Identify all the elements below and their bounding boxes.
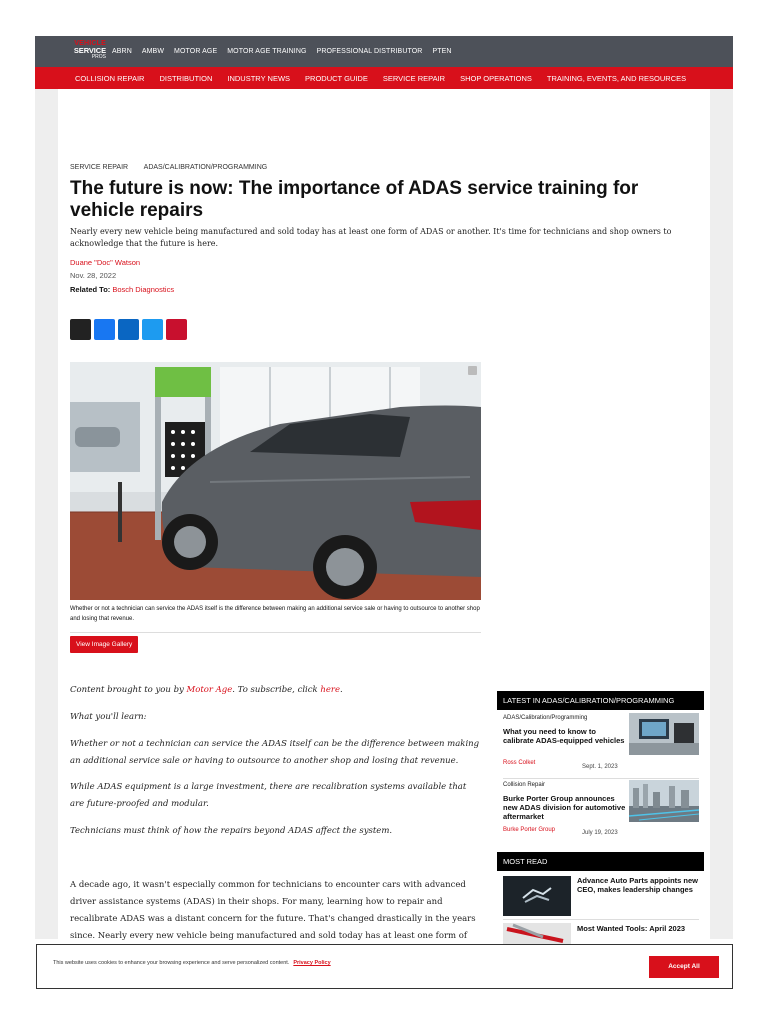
latest-2-author[interactable]: Burke Porter Group: [503, 827, 556, 833]
article-dek: Nearly every new vehicle being manufactured and sold today has at least one form of ADAS or another. It's time for technicians and shop owners to acknowledge that the future is here.: [70, 227, 672, 248]
related-label: Related To:: [70, 285, 111, 294]
body-intro: [70, 682, 482, 699]
nav-item-collision-repair[interactable]: COLLISION REPAIR: [75, 73, 145, 83]
brand-link-pten[interactable]: PTEN: [432, 48, 452, 55]
car-photo: [70, 362, 481, 600]
intro-text-2: . To subscribe, click: [232, 685, 321, 695]
related-to: [70, 285, 174, 294]
article-title: The future is now: The importance of ADAS service training for vehicle repairs: [70, 178, 639, 221]
latest-2-thumbnail[interactable]: [629, 780, 699, 822]
sidebar-divider: [503, 778, 699, 779]
cookie-message: [53, 960, 331, 966]
nav-item-shop-operations[interactable]: SHOP OPERATIONS: [460, 73, 532, 83]
latest-1-title[interactable]: What you need to know to calibrate ADAS-equipped vehicles: [503, 727, 625, 745]
privacy-policy-link[interactable]: Privacy Policy: [293, 960, 331, 966]
latest-1-author[interactable]: Ross Colket: [503, 760, 536, 766]
cookie-text: This website uses cookies to enhance your browsing experience and serve personalized content.: [53, 960, 290, 966]
top-brand-bar: [35, 36, 733, 67]
latest-2-category[interactable]: Collision Repair: [503, 782, 546, 788]
nav-item-distribution[interactable]: DISTRIBUTION: [159, 73, 213, 83]
nav-item-training-events[interactable]: TRAINING, EVENTS, AND RESOURCES: [546, 73, 687, 83]
learn-point-2: While ADAS equipment is a large investment, there are recalibration systems available that are future-proofed and modular.: [70, 782, 467, 809]
brand-link-abrn[interactable]: ABRN: [112, 48, 132, 55]
category-link-adas[interactable]: ADAS/CALIBRATION/PROGRAMMING: [143, 164, 268, 171]
brand-link-professional-distributor[interactable]: PROFESSIONAL DISTRIBUTOR: [316, 48, 423, 55]
caption-divider: [70, 632, 481, 633]
main-nav: [35, 67, 733, 89]
city-thumb-image: [629, 780, 699, 822]
latest-1-date: Sept. 1, 2023: [582, 764, 618, 770]
learn-heading: What you'll learn:: [70, 712, 147, 722]
latest-2-date: July 19, 2023: [582, 830, 618, 836]
latest-2-title[interactable]: Burke Porter Group announces new ADAS division for automotive aftermarket: [503, 794, 626, 821]
latest-1-category[interactable]: ADAS/Calibration/Programming: [503, 715, 588, 721]
accept-all-button[interactable]: Accept All: [649, 956, 719, 978]
linkedin-share-icon[interactable]: [118, 319, 139, 340]
brand-link-motor-age-training[interactable]: MOTOR AGE TRAINING: [227, 48, 307, 55]
most-read-1-title[interactable]: Advance Auto Parts appoints new CEO, makes leadership changes: [577, 876, 698, 894]
latest-1-thumbnail[interactable]: [629, 713, 699, 755]
site-logo[interactable]: VEHICLE SERVICE PROS: [73, 40, 106, 60]
hero-image[interactable]: [70, 362, 481, 600]
view-gallery-button[interactable]: View Image Gallery: [70, 636, 138, 653]
nav-item-product-guide[interactable]: PRODUCT GUIDE: [305, 73, 368, 83]
motor-age-link[interactable]: Motor Age: [186, 685, 233, 695]
article-categories: [70, 164, 281, 171]
brand-link-ambw[interactable]: AMBW: [141, 48, 165, 55]
most-read-divider: [503, 919, 699, 920]
learn-point-1: Whether or not a technician can service the ADAS itself can be the difference between making an additional service sale or having to outsource to another shop and losing that revenue.: [70, 739, 480, 766]
x-share-icon[interactable]: [70, 319, 91, 340]
subscribe-link[interactable]: here: [320, 685, 340, 695]
tools-thumb-image: [503, 923, 571, 944]
image-caption: Whether or not a technician can service the ADAS itself is the difference between making an additional service sale or having to outsource to another shop and losing that revenue.: [70, 606, 480, 622]
publish-date: Nov. 28, 2022: [70, 271, 117, 280]
cookie-banner: [36, 944, 733, 989]
most-read-1-thumbnail[interactable]: [503, 876, 571, 916]
twitter-share-icon[interactable]: [142, 319, 163, 340]
right-gutter: [710, 89, 733, 939]
intro-text: Content brought to you by: [70, 685, 187, 695]
learn-point-3: Technicians must think of how the repairs beyond ADAS affect the system.: [70, 826, 393, 836]
most-read-heading: MOST READ: [497, 852, 704, 871]
brand-links: [112, 36, 462, 67]
facebook-share-icon[interactable]: [94, 319, 115, 340]
most-read-2-thumbnail[interactable]: [503, 923, 571, 944]
brand-link-motor-age[interactable]: MOTOR AGE: [174, 48, 218, 55]
author-link[interactable]: Duane "Doc" Watson: [70, 258, 141, 267]
body-paragraph: A decade ago, it wasn't especially common for technicians to encounter cars with advanced driver assistance systems (ADAS) in their shops. For many, learning how to repair and recalibrate ADAS was a distant concern for the future. That's changed drastically in the years since. Nearly every new vehicle being manufactured and sold today has at least one form of: [70, 880, 476, 941]
intro-end: .: [340, 685, 343, 695]
expand-icon[interactable]: [468, 366, 477, 375]
handshake-thumb-image: [503, 876, 571, 916]
share-bar: [70, 319, 190, 340]
left-gutter: [35, 89, 58, 939]
category-link-service-repair[interactable]: SERVICE REPAIR: [70, 164, 129, 171]
nav-item-industry-news[interactable]: INDUSTRY NEWS: [227, 73, 291, 83]
most-read-2-title[interactable]: Most Wanted Tools: April 2023: [577, 924, 686, 933]
related-link[interactable]: Bosch Diagnostics: [112, 285, 175, 294]
latest-heading: LATEST IN ADAS/CALIBRATION/PROGRAMMING: [497, 691, 704, 710]
pinterest-share-icon[interactable]: [166, 319, 187, 340]
nav-item-service-repair[interactable]: SERVICE REPAIR: [382, 73, 446, 83]
calibration-thumb-image: [629, 713, 699, 755]
